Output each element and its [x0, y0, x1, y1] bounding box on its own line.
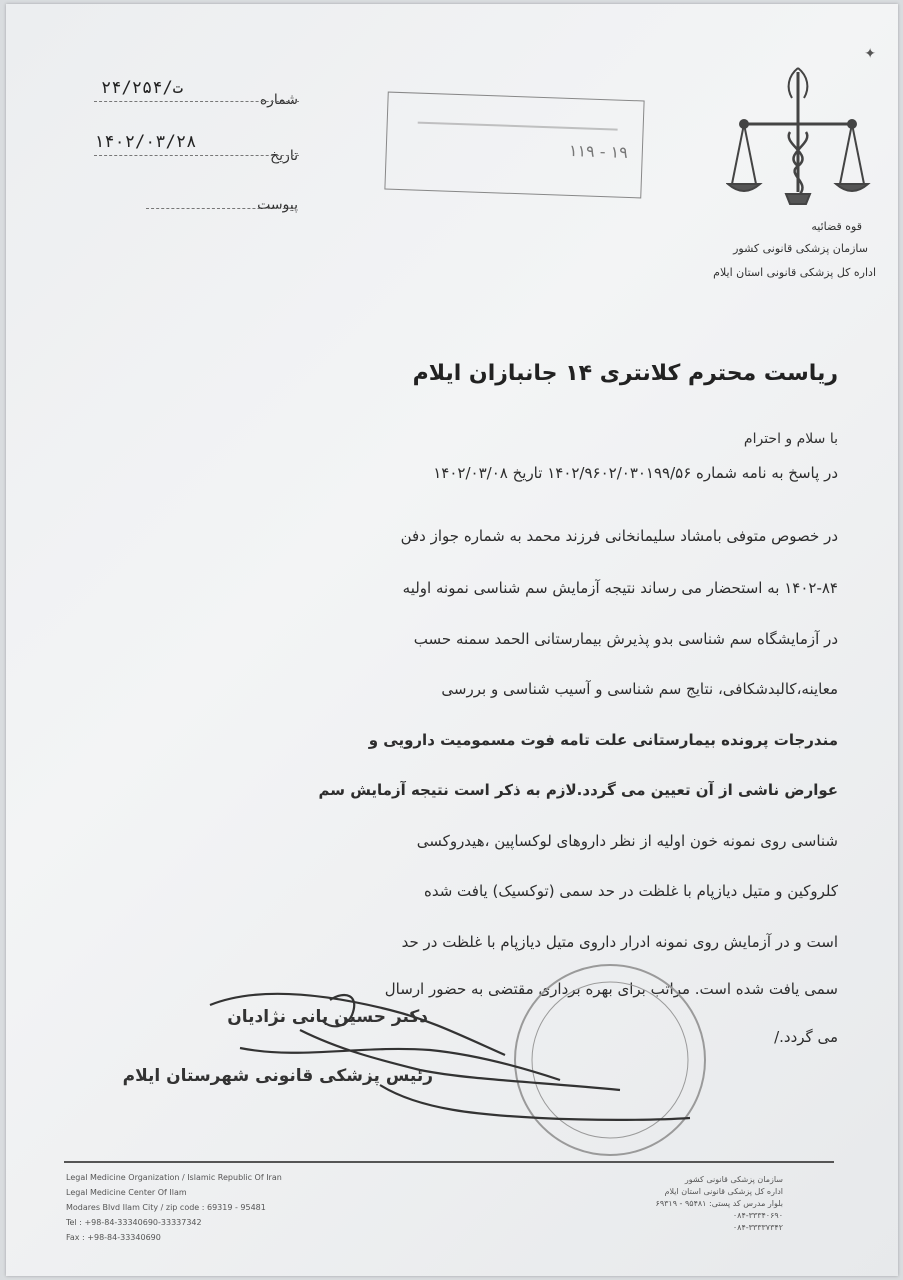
attachment-underline — [146, 208, 296, 209]
body-line: در پاسخ به نامه شماره ۱۴۰۲/۹۶۰۲/۰۳۰۱۹۹/۵۶ تاریخ ۱۴۰۲/۰۳/۰۸ — [433, 464, 838, 482]
footer-persian-address — [523, 1174, 783, 1234]
stamp-text: ۱۱۹ - ۱۹ — [568, 140, 629, 162]
body-line: معاینه،کالبدشکافی، نتایج سم شناسی و آسیب شناسی و بررسی — [441, 680, 838, 698]
salutation: با سلام و احترام — [743, 431, 838, 447]
body-line: شناسی روی نمونه خون اولیه از نظر داروهای لوکساپین ،هیدروکسی — [416, 832, 838, 850]
body-line: ۱۴۰۲-۸۴ به استحضار می رساند نتیجه آزمایش سم شناسی نمونه اولیه — [402, 579, 838, 597]
footer-left-line: Tel : +98-84-33340690-33337342 — [66, 1218, 202, 1227]
org-line-1: قوه قضائیه — [811, 220, 862, 233]
corner-mark-icon: ✦ — [864, 46, 876, 62]
signer-title: رئیس پزشکی قانونی شهرستان ایلام — [122, 1066, 433, 1086]
footer-left-line: Legal Medicine Organization / Islamic Republic Of Iran — [66, 1173, 282, 1182]
footer-right-line: بلوار مدرس کد پستی: ۹۵۴۸۱ - ۶۹۳۱۹ — [655, 1199, 783, 1208]
footer-right-line: ۰۸۴-۳۳۳۳۷۳۴۲ — [732, 1223, 783, 1232]
footer-left-line: Modares Blvd Ilam City / zip code : 69319 - 95481 — [66, 1203, 266, 1212]
footer-left-line: Fax : +98-84-33340690 — [66, 1233, 161, 1242]
footer-right-line: ۰۸۴-۳۳۳۴۰۶۹۰ — [732, 1211, 783, 1220]
org-line-2: سازمان پزشکی قانونی کشور — [733, 242, 868, 255]
footer-english-address — [66, 1170, 356, 1245]
number-underline — [94, 101, 299, 102]
letter-title: ریاست محترم کلانتری ۱۴ جانبازان ایلام — [412, 361, 838, 386]
body-line: عوارض ناشی از آن تعیین می گردد.لازم به ذکر است نتیجه آزمایش سم — [318, 781, 838, 799]
date-value: ۱۴۰۲/۰۳/۲۸ — [94, 132, 197, 152]
org-line-3: اداره کل پزشکی قانونی استان ایلام — [713, 266, 876, 279]
body-line: است و در آزمایش روی نمونه ادرار داروی متیل دیازپام با غلظت در حد — [401, 933, 838, 951]
judiciary-emblem-icon — [726, 62, 871, 217]
date-underline — [94, 155, 299, 156]
receipt-stamp — [384, 92, 644, 199]
footer-right-line: اداره کل پزشکی قانونی استان ایلام — [664, 1187, 783, 1196]
footer-right-line: سازمان پزشکی قانونی کشور — [684, 1175, 783, 1184]
body-line: در خصوص متوفی بامشاد سلیمانخانی فرزند محمد به شماره جواز دفن — [400, 527, 838, 545]
attachment-label: پیوست — [257, 197, 298, 213]
number-label: شماره — [259, 92, 298, 108]
footer-left-line: Legal Medicine Center Of Ilam — [66, 1188, 187, 1197]
body-line: سمی یافت شده است. مراتب برای بهره برداری مقتضی به حضور ارسال — [384, 980, 838, 998]
number-value: ۲۴/ت/۲۵۴ — [101, 78, 183, 98]
body-line: کلروکین و متیل دیازپام با غلظت در حد سمی (توکسیک) یافت شده — [423, 882, 838, 900]
body-line: مندرجات پرونده بیمارستانی علت تامه فوت مسمومیت دارویی و — [368, 731, 838, 749]
body-line: می گردد./ — [774, 1028, 838, 1046]
signer-name: دکتر حسین بانی نژادیان — [227, 1007, 428, 1027]
date-label: تاریخ — [270, 148, 298, 164]
body-line: در آزمایشگاه سم شناسی بدو پذیرش بیمارستانی الحمد سمنه حسب — [413, 630, 838, 648]
letter-page — [6, 4, 898, 1276]
footer-divider — [64, 1161, 834, 1163]
